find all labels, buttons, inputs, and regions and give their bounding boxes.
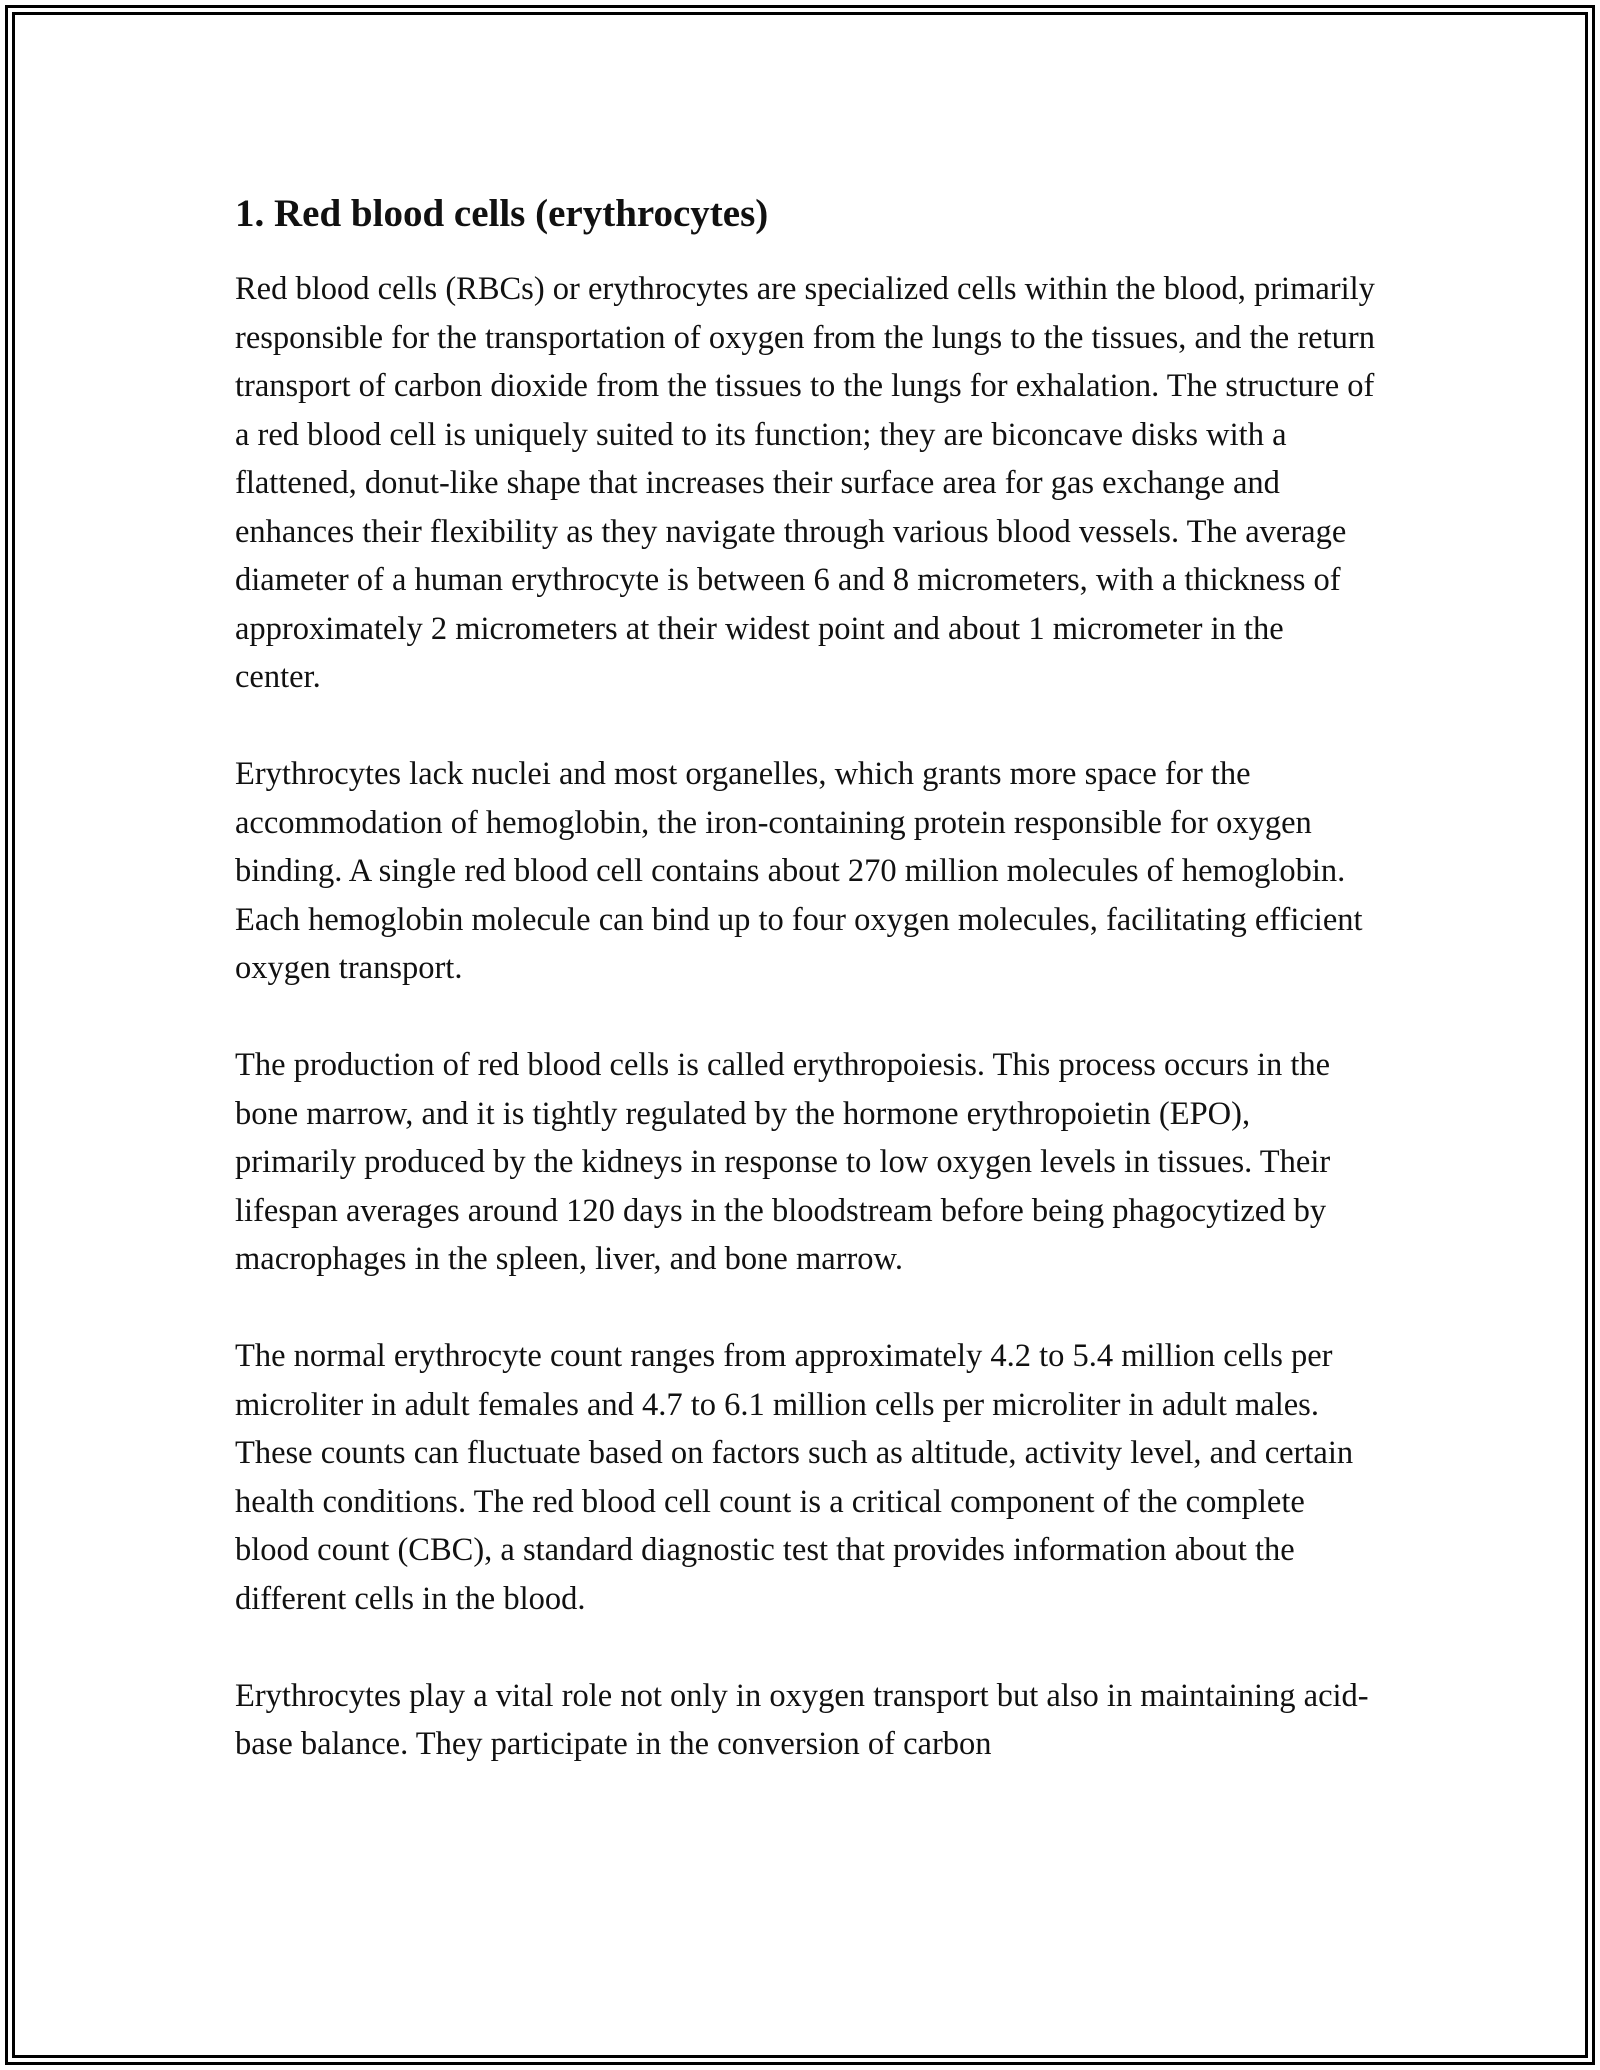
paragraph-rbc-overview: Red blood cells (RBCs) or erythrocytes are specialized cells within the blood, primarily responsible for the transportation of oxygen from the lungs to the tissues, and the return transport of carbon dioxide from the tissues to the lungs for exhalation. The structure of a red blood cell is uniquely suited to its function; they are biconcave disks with a flattened, donut-like shape that increases their surface area for gas exchange and enhances their flexibility as they navigate through various blood vessels. The average diameter of a human erythrocyte is between 6 and 8 micrometers, with a thickness of approximately 2 micrometers at their widest point and about 1 micrometer in the center. xyxy=(235,271,1375,695)
document-body xyxy=(235,185,1375,1817)
paragraph-erythropoiesis: The production of red blood cells is called erythropoiesis. This process occurs in the bone marrow, and it is tightly regulated by the hormone erythropoietin (EPO), primarily produced by the kidneys in response to low oxygen levels in tissues. Their lifespan averages around 120 days in the bloodstream before being phagocytized by macrophages in the spleen, liver, and bone marrow. xyxy=(235,1047,1331,1277)
section-heading: 1. Red blood cells (erythrocytes) xyxy=(235,192,769,235)
paragraph-acid-base: Erythrocytes play a vital role not only in oxygen transport but also in maintaining acid-base balance. They participate in the conversion of carbon xyxy=(235,1677,1369,1762)
paragraph-rbc-count: The normal erythrocyte count ranges from approximately 4.2 to 5.4 million cells per microliter in adult females and 4.7 to 6.1 million cells per microliter in adult males. These counts can fluctuate based on factors such as altitude, activity level, and certain health conditions. The red blood cell count is a critical component of the complete blood count (CBC), a standard diagnostic test that provides information about the different cells in the blood. xyxy=(235,1338,1354,1617)
paragraph-hemoglobin: Erythrocytes lack nuclei and most organelles, which grants more space for the accommodation of hemoglobin, the iron-containing protein responsible for oxygen binding. A single red blood cell contains about 270 million molecules of hemoglobin. Each hemoglobin molecule can bind up to four oxygen molecules, facilitating efficient oxygen transport. xyxy=(235,756,1363,986)
